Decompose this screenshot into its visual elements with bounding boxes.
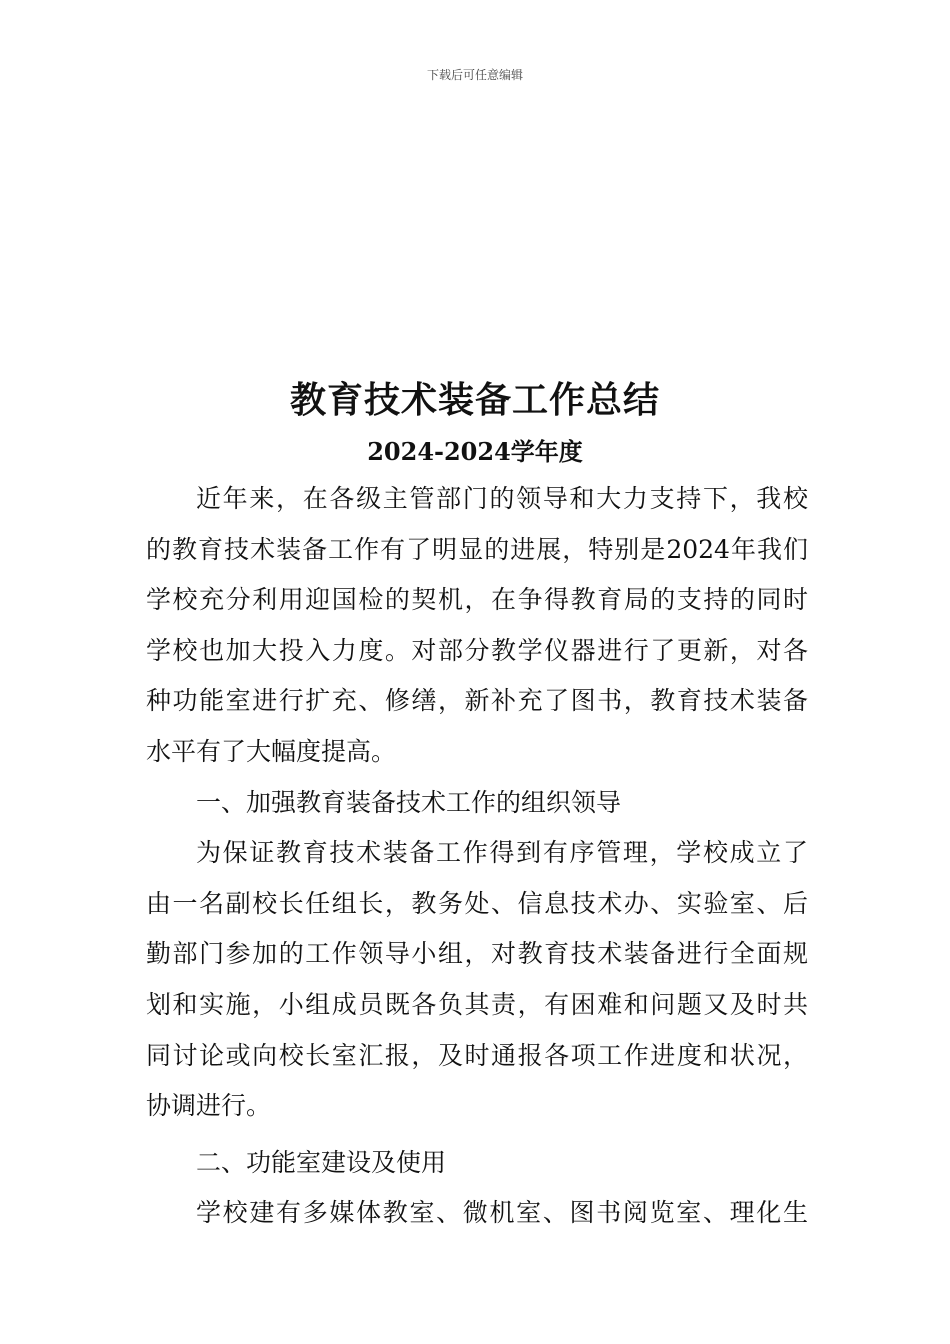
document-body: [146, 474, 808, 1239]
paragraph-line: 近年来，在各级主管部门的领导和大力支持下，我校: [196, 484, 808, 513]
paragraph-line: 的教育技术装备工作有了明显的进展，特别是2024年我们: [146, 534, 808, 564]
paragraph-line: 勤部门参加的工作领导小组，对教育技术装备进行全面规: [146, 939, 808, 969]
paragraph-line: 种功能室进行扩充、修缮，新补充了图书，教育技术装备: [146, 686, 808, 716]
paragraph-line: 协调进行。: [146, 1091, 272, 1121]
section-heading-1: 一、加强教育装备技术工作的组织领导: [196, 787, 622, 817]
paragraph-line: 同讨论或向校长室汇报，及时通报各项工作进度和状况，: [146, 1040, 808, 1070]
paragraph-line: 由一名副校长任组长，教务处、信息技术办、实验室、后: [146, 888, 808, 918]
paragraph-line: 学校也加大投入力度。对部分教学仪器进行了更新，对各: [146, 635, 808, 665]
header-note: 下载后可任意编辑: [426, 68, 523, 82]
paragraph-line: 水平有了大幅度提高。: [146, 736, 397, 766]
paragraph-line: 学校建有多媒体教室、微机室、图书阅览室、理化生: [196, 1198, 808, 1228]
section-heading-2: 二、功能室建设及使用: [196, 1147, 447, 1177]
paragraph-line: 为保证教育技术装备工作得到有序管理，学校成立了: [196, 838, 808, 868]
paragraph-line: 学校充分利用迎国检的契机，在争得教育局的支持的同时: [146, 585, 808, 615]
document-title: 教育技术装备工作总结: [289, 379, 660, 421]
document-subtitle: 2024-2024学年度: [367, 437, 583, 466]
paragraph-line: 划和实施，小组成员既各负其责，有困难和问题又及时共: [146, 989, 808, 1019]
